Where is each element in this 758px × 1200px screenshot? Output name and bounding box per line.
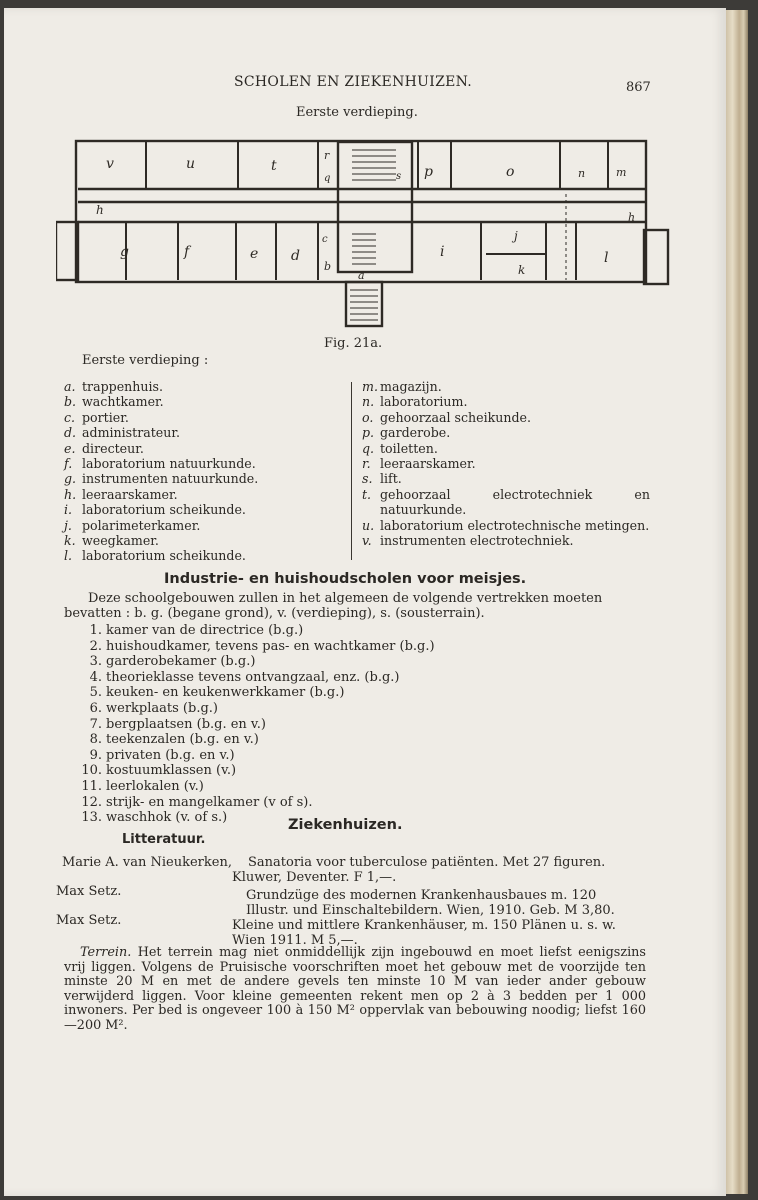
book-page xyxy=(4,8,726,1196)
intro-line: Deze schoolgebouwen zullen in het algemeen de volgende vertrekken moeten xyxy=(88,591,603,606)
room-label: o xyxy=(506,164,515,180)
literature-title: Grundzüge des modernen Krankenhausbaues m. 120 xyxy=(246,888,597,903)
literature-title: Wien 1911. M 5,—. xyxy=(232,933,358,948)
legend-item: u. laboratorium electrotechnische metingen. xyxy=(362,517,650,533)
column-divider xyxy=(351,382,352,560)
legend-item: d. administrateur. xyxy=(64,425,180,441)
section-heading-ziekenhuizen: Ziekenhuizen. xyxy=(288,817,403,833)
legend-item: p. garderobe. xyxy=(362,425,451,441)
room-label: d xyxy=(291,248,300,264)
room-label: h xyxy=(628,211,636,224)
intro-line: bevatten : b. g. (begane grond), v. (verdieping), s. (sousterrain). xyxy=(64,606,485,621)
terrain-text: Het terrein mag niet onmiddellijk zijn ingebouwd en moet liefst eenigszins vrij liggen. Volgens de Pruisische voorschriften moet het gebouw met de voorzijde ten minste 20 M en met de andere gevels ten minste 10 M van ieder ander gebouw verwijderd liggen. Voor kleine gemeenten rekent men op 2 à 3 bedden per 1 000 inwoners. Per bed is ongeveer 100 à 150 M² oppervlak van bebouwing noodig; liefst 160—200 M². xyxy=(64,945,646,1033)
legend-item: j. polarimeterkamer. xyxy=(64,517,201,533)
room-label: q xyxy=(324,173,331,184)
legend-item: f. laboratorium natuurkunde. xyxy=(64,456,256,472)
list-item: 2. huishoudkamer, tevens pas- en wachtkamer (b.g.) xyxy=(89,638,435,654)
room-list xyxy=(74,623,435,826)
room-label: k xyxy=(518,263,526,277)
running-header: SCHOLEN EN ZIEKENHUIZEN. xyxy=(234,74,473,90)
legend-item: v. instrumenten electrotechniek. xyxy=(362,533,574,549)
list-item: 7. bergplaatsen (b.g. en v.) xyxy=(89,716,266,732)
list-item: 5. keuken- en keukenwerkkamer (b.g.) xyxy=(89,685,345,701)
list-item: 6. werkplaats (b.g.) xyxy=(89,700,218,716)
legend-item: e. directeur. xyxy=(64,440,144,456)
legend-item: h. leeraarskamer. xyxy=(64,486,178,502)
list-item: 3. garderobekamer (b.g.) xyxy=(89,654,256,670)
literature-title: Illustr. und Einschaltebildern. Wien, 1910. Geb. M 3,80. xyxy=(246,903,615,918)
legend-item: c. portier. xyxy=(64,409,129,425)
literature-title: Kleine und mittlere Krankenhäuser, m. 150 Plänen u. s. w. xyxy=(232,918,616,933)
list-item: 1. kamer van de directrice (b.g.) xyxy=(89,623,304,638)
list-item: 4. theorieklasse tevens ontvangzaal, enz. (b.g.) xyxy=(89,669,400,685)
literature-author: Max Setz. xyxy=(56,913,122,928)
room-label: h xyxy=(96,203,104,217)
section-heading-industrie: Industrie- en huishoudscholen voor meisjes. xyxy=(164,571,527,587)
list-item: 8. teekenzalen (b.g. en v.) xyxy=(89,732,259,748)
legend-item: r. leeraarskamer. xyxy=(362,456,476,472)
literature-author: Max Setz. xyxy=(56,884,122,899)
room-label: a xyxy=(358,269,365,282)
room-label: n xyxy=(578,167,586,180)
list-item: 13. waschhok (v. of s.) xyxy=(81,810,228,826)
room-label: f xyxy=(184,244,190,260)
room-label: b xyxy=(324,260,332,273)
legend-item: g. instrumenten natuurkunde. xyxy=(64,471,259,487)
literature-title: Kluwer, Deventer. F 1,—. xyxy=(232,870,397,885)
list-item: 9. privaten (b.g. en v.) xyxy=(89,747,235,763)
room-label: g xyxy=(120,244,129,260)
list-item: 10. kostuumklassen (v.) xyxy=(81,763,237,779)
room-label: i xyxy=(440,244,445,260)
literature-title: Sanatoria voor tuberculose patiënten. Met 27 figuren. xyxy=(248,855,606,870)
legend-item: l. laboratorium scheikunde. xyxy=(64,548,246,564)
legend-item: t. gehoorzaal electrotechniek en natuurkunde. xyxy=(362,486,650,518)
page-edge xyxy=(726,10,748,1194)
room-label: r xyxy=(324,149,330,162)
room-label: s xyxy=(396,171,402,182)
legend-item: m. magazijn. xyxy=(362,379,442,394)
page-number: 867 xyxy=(626,80,651,95)
list-item: 11. leerlokalen (v.) xyxy=(81,778,204,794)
legend-item: s. lift. xyxy=(362,471,402,487)
legend-item: q. toiletten. xyxy=(362,440,438,456)
list-item: 12. strijk- en mangelkamer (v of s). xyxy=(81,794,313,810)
legend-item: k. weegkamer. xyxy=(64,533,159,549)
figure-caption: Fig. 21a. xyxy=(324,336,383,351)
room-label: v xyxy=(106,156,114,172)
room-label: t xyxy=(271,158,277,174)
floor-plan xyxy=(56,134,672,334)
terrain-label: Terrein. xyxy=(80,945,132,960)
figure-subtitle: Eerste verdieping. xyxy=(296,105,418,120)
legend-item: o. gehoorzaal scheikunde. xyxy=(362,409,531,425)
legend-item: i. laboratorium scheikunde. xyxy=(64,502,246,518)
legend-item: n. laboratorium. xyxy=(362,394,468,410)
legend-title: Eerste verdieping : xyxy=(82,353,209,368)
room-label: j xyxy=(514,229,518,243)
legend-left-column xyxy=(64,379,334,564)
legend-item: b. wachtkamer. xyxy=(64,394,164,410)
room-label: u xyxy=(186,156,196,172)
litteratuur-heading: Litteratuur. xyxy=(122,832,206,847)
room-label: c xyxy=(322,234,328,245)
room-label: p xyxy=(424,164,433,180)
terrain-paragraph xyxy=(64,946,646,1034)
room-label: e xyxy=(250,246,259,262)
legend-item: a. trappenhuis. xyxy=(64,379,163,394)
room-label: m xyxy=(616,166,627,179)
room-label: l xyxy=(604,250,609,266)
literature-author: Marie A. van Nieukerken, xyxy=(62,855,232,870)
legend-right-column xyxy=(362,379,650,548)
